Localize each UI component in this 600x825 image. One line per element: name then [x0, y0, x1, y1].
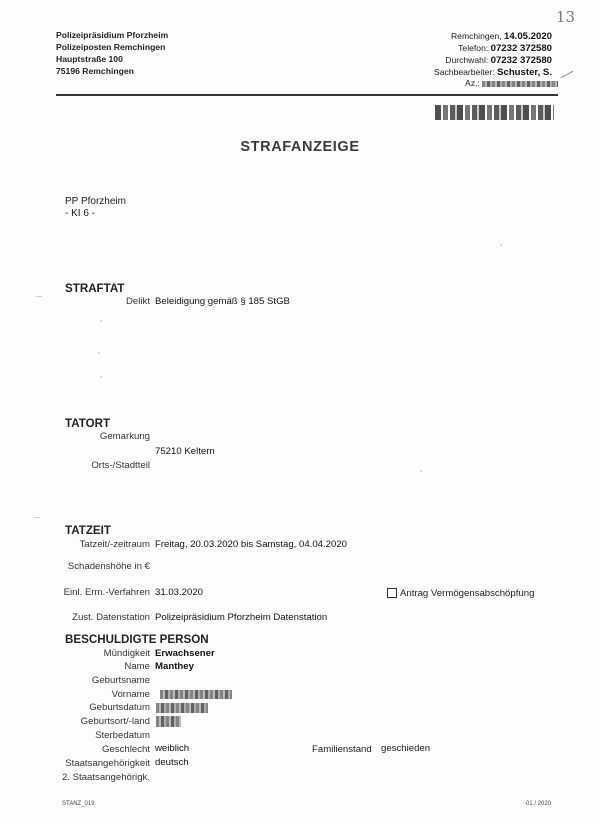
scan-speck	[420, 470, 422, 472]
name-label: Name	[124, 661, 150, 672]
phone-label: Telefon:	[458, 43, 489, 53]
scan-speck	[36, 296, 42, 297]
delikt-value: Beleidigung gemäß § 185 StGB	[155, 296, 290, 307]
scan-speck	[98, 352, 100, 354]
direct-label: Durchwahl:	[445, 55, 489, 65]
phone-value: 07232 372580	[490, 43, 552, 54]
antrag-label: Antrag Vermögensabschöpfung	[400, 588, 535, 599]
recipient-line-1: PP Pforzheim	[65, 196, 126, 207]
recipient-line-2: - KI 6 -	[65, 208, 96, 219]
geburtsort-redacted	[156, 716, 181, 727]
document-title: STRAFANZEIGE	[240, 139, 360, 155]
pen-mark-icon	[561, 71, 574, 79]
geburtsdatum-redacted	[156, 703, 208, 713]
geburtsort-label: Geburtsort/-land	[80, 716, 150, 727]
form-code: STANZ_019	[62, 801, 95, 807]
geburtsdatum-label: Geburtsdatum	[89, 702, 150, 713]
geburtsname-label: Geburtsname	[91, 675, 150, 686]
officer-value: Schuster, S.	[497, 67, 552, 78]
header-rule	[56, 94, 558, 96]
date-value: 14.05.2020	[503, 31, 552, 42]
scan-speck	[34, 517, 40, 518]
antrag-checkbox[interactable]	[387, 588, 397, 598]
place-date-label: Remchingen,	[450, 31, 502, 41]
barcode-redacted	[435, 105, 554, 120]
officer-row	[434, 67, 552, 78]
familienstand-label: Familienstand	[312, 744, 372, 755]
tatzeit-value: Freitag, 20.03.2020 bis Samstag, 04.04.2020	[155, 539, 348, 550]
authority-line-1: Polizeipräsidium Pforzheim	[56, 30, 169, 40]
gemarkung-label: Gemarkung	[99, 431, 150, 442]
section-beschuldigte: BESCHULDIGTE PERSON	[65, 633, 209, 646]
muendigkeit-label: Mündigkeit	[103, 648, 150, 659]
schaden-label: Schadenshöhe in €	[67, 561, 150, 572]
staatsangehoerigkeit2-label: 2. Staatsangehörigk.	[61, 772, 150, 783]
reference-redacted	[482, 81, 558, 87]
familienstand-value: geschieden	[381, 743, 431, 754]
muendigkeit-value: Erwachsener	[155, 648, 215, 659]
phone-row	[458, 43, 552, 54]
geschlecht-value: weiblich	[155, 743, 190, 754]
datenstation-label: Zust. Datenstation	[72, 612, 150, 623]
vorname-redacted	[160, 690, 232, 699]
vorname-label: Vorname	[111, 689, 150, 700]
geschlecht-label: Geschlecht	[102, 744, 150, 755]
page-number-handwritten: 13	[556, 8, 576, 26]
scan-speck	[500, 244, 502, 246]
place-date	[451, 31, 552, 42]
name-value: Manthey	[155, 661, 194, 672]
ortsteil-label: Orts-/Stadtteil	[91, 460, 150, 471]
direct-row	[445, 55, 552, 66]
authority-street: Hauptstraße 100	[56, 54, 123, 64]
sterbedatum-label: Sterbedatum	[95, 730, 150, 741]
einl-label: Einl. Erm.-Verfahren	[63, 587, 150, 598]
direct-value: 07232 372580	[490, 55, 552, 66]
section-tatzeit: TATZEIT	[65, 524, 111, 537]
officer-label: Sachbearbeiter:	[434, 67, 495, 77]
section-tatort: TATORT	[65, 417, 111, 430]
gemarkung-value: 75210 Keltern	[155, 446, 215, 457]
section-straftat: STRAFTAT	[65, 282, 125, 295]
scan-speck	[100, 320, 102, 322]
scan-speck	[100, 376, 102, 378]
authority-line-2: Polizeiposten Remchingen	[56, 42, 166, 52]
staatsangehoerigkeit-value: deutsch	[155, 757, 189, 768]
tatzeit-label: Tatzeit/-zeitraum	[79, 539, 150, 550]
authority-city: 75196 Remchingen	[56, 66, 134, 76]
reference-label: Az.:	[465, 78, 480, 88]
einl-value: 31.03.2020	[155, 587, 204, 598]
form-version: 01 / 2020	[526, 801, 552, 807]
staatsangehoerigkeit-label: Staatsangehörigkeit	[65, 758, 150, 769]
datenstation-value: Polizeipräsidium Pforzheim Datenstation	[155, 612, 328, 623]
delikt-label: Delikt	[126, 296, 150, 307]
